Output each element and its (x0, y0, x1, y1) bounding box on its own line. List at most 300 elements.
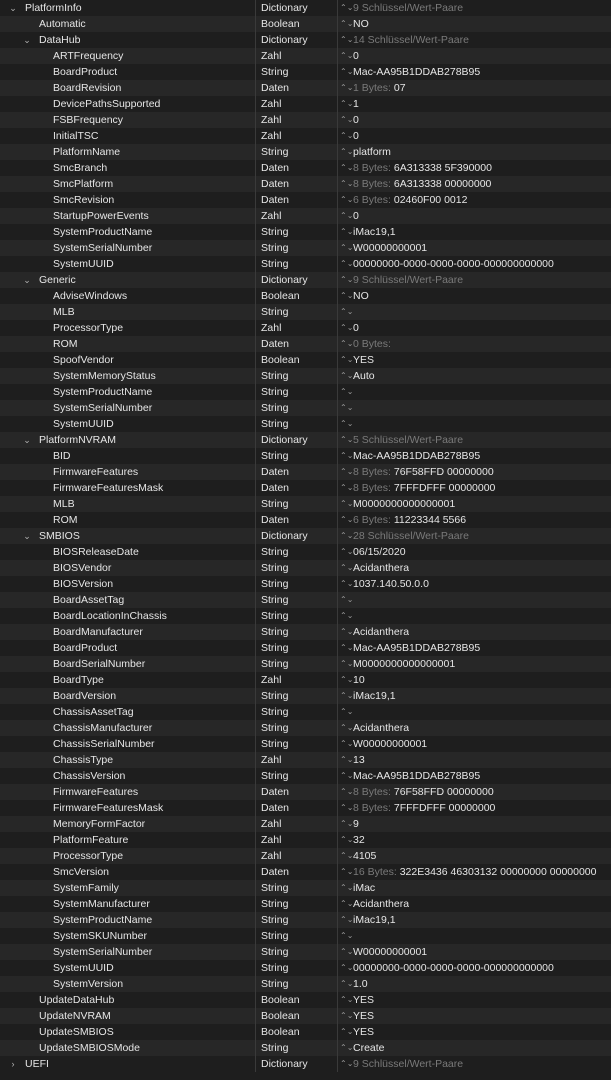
disclosure-expanded-icon[interactable]: ⌄ (23, 531, 31, 541)
key-label[interactable]: SystemUUID (53, 258, 114, 270)
type-cell[interactable]: String (261, 450, 289, 462)
value-cell[interactable] (353, 432, 463, 448)
type-stepper-icon[interactable]: ⌃⌄ (340, 563, 354, 572)
type-stepper-icon[interactable]: ⌃⌄ (340, 451, 354, 460)
hex-value[interactable]: 6A313338 5F390000 (393, 162, 492, 174)
plist-row-chassisassettag[interactable] (0, 704, 611, 720)
plist-row-memoryformfactor[interactable] (0, 816, 611, 832)
key-label[interactable]: UpdateSMBIOSMode (39, 1042, 140, 1054)
key-label[interactable]: SystemManufacturer (53, 898, 150, 910)
plist-row-fsbfrequency[interactable] (0, 112, 611, 128)
value-text[interactable]: W00000000001 (353, 242, 428, 254)
plist-row-systemmanufacturer[interactable] (0, 896, 611, 912)
plist-row-firmwarefeatures[interactable] (0, 784, 611, 800)
plist-row-datahub[interactable] (0, 32, 611, 48)
type-cell[interactable]: Daten (261, 466, 290, 478)
plist-row-systemskunumber[interactable] (0, 928, 611, 944)
type-cell[interactable]: Boolean (261, 290, 300, 302)
type-stepper-icon[interactable]: ⌃⌄ (340, 931, 354, 940)
value-cell[interactable] (353, 832, 365, 848)
value-text[interactable]: 0 (353, 50, 359, 62)
plist-row-chassisserialnumber[interactable] (0, 736, 611, 752)
value-text[interactable]: 13 (353, 754, 365, 766)
type-stepper-icon[interactable]: ⌃⌄ (340, 83, 354, 92)
type-cell[interactable]: Zahl (261, 50, 282, 62)
type-stepper-icon[interactable]: ⌃⌄ (340, 595, 354, 604)
value-cell[interactable] (353, 528, 469, 544)
type-cell[interactable]: Dictionary (261, 434, 308, 446)
key-label[interactable]: SystemSerialNumber (53, 402, 153, 414)
plist-row-boardserialnumber[interactable] (0, 656, 611, 672)
type-stepper-icon[interactable]: ⌃⌄ (340, 899, 354, 908)
type-cell[interactable]: String (261, 258, 289, 270)
value-text[interactable]: 06/15/2020 (353, 546, 406, 558)
type-stepper-icon[interactable]: ⌃⌄ (340, 675, 354, 684)
value-cell[interactable] (353, 800, 495, 816)
key-label[interactable]: MemoryFormFactor (53, 818, 146, 830)
key-label[interactable]: InitialTSC (53, 130, 99, 142)
type-cell[interactable]: Zahl (261, 98, 282, 110)
value-text[interactable]: Acidanthera (353, 562, 410, 574)
key-label[interactable]: SystemProductName (53, 914, 153, 926)
value-text[interactable]: iMac (353, 882, 376, 894)
plist-row-systemproductname[interactable] (0, 912, 611, 928)
type-cell[interactable]: Daten (261, 482, 290, 494)
value-cell[interactable] (353, 32, 469, 48)
plist-row-smbios[interactable] (0, 528, 611, 544)
value-text[interactable]: 0 (353, 114, 359, 126)
plist-row-generic[interactable] (0, 272, 611, 288)
plist-row-boardversion[interactable] (0, 688, 611, 704)
value-text[interactable]: Acidanthera (353, 722, 410, 734)
key-label[interactable]: StartupPowerEvents (53, 210, 149, 222)
value-cell[interactable] (353, 736, 427, 752)
type-cell[interactable]: String (261, 306, 289, 318)
key-label[interactable]: BID (53, 450, 71, 462)
value-text[interactable]: W00000000001 (353, 946, 428, 958)
type-stepper-icon[interactable]: ⌃⌄ (340, 867, 354, 876)
plist-row-startuppowerevents[interactable] (0, 208, 611, 224)
value-cell[interactable] (353, 464, 494, 480)
value-cell[interactable] (353, 160, 492, 176)
value-text[interactable]: 0 (353, 210, 359, 222)
type-stepper-icon[interactable]: ⌃⌄ (340, 355, 354, 364)
type-cell[interactable]: String (261, 690, 289, 702)
key-label[interactable]: ROM (53, 514, 78, 526)
type-cell[interactable]: String (261, 146, 289, 158)
plist-row-biosvendor[interactable] (0, 560, 611, 576)
hex-value[interactable]: 11223344 5566 (393, 514, 467, 526)
hex-value[interactable]: 76F58FFD 00000000 (393, 466, 494, 478)
value-text[interactable]: Auto (353, 370, 375, 382)
value-cell[interactable] (353, 208, 359, 224)
type-cell[interactable]: Zahl (261, 834, 282, 846)
value-cell[interactable] (353, 0, 463, 16)
plist-row-systemfamily[interactable] (0, 880, 611, 896)
value-text[interactable]: 1.0 (353, 978, 368, 990)
type-stepper-icon[interactable]: ⌃⌄ (340, 307, 354, 316)
plist-row-advisewindows[interactable] (0, 288, 611, 304)
type-stepper-icon[interactable]: ⌃⌄ (340, 211, 354, 220)
type-cell[interactable]: String (261, 402, 289, 414)
value-cell[interactable] (353, 640, 480, 656)
value-cell[interactable] (353, 224, 396, 240)
key-label[interactable]: PlatformNVRAM (39, 434, 117, 446)
hex-value[interactable]: 322E3436 46303132 00000000 00000000 (399, 866, 597, 878)
key-label[interactable]: UpdateDataHub (39, 994, 115, 1006)
type-cell[interactable]: Daten (261, 162, 290, 174)
plist-row-updatenvram[interactable] (0, 1008, 611, 1024)
type-stepper-icon[interactable]: ⌃⌄ (340, 995, 354, 1004)
value-cell[interactable] (353, 992, 374, 1008)
value-text[interactable]: 00000000-0000-0000-0000-000000000000 (353, 962, 554, 974)
value-cell[interactable] (353, 880, 375, 896)
type-stepper-icon[interactable]: ⌃⌄ (340, 787, 354, 796)
type-stepper-icon[interactable]: ⌃⌄ (340, 835, 354, 844)
plist-row-biosversion[interactable] (0, 576, 611, 592)
key-label[interactable]: ChassisVersion (53, 770, 126, 782)
plist-row-platformfeature[interactable] (0, 832, 611, 848)
value-cell[interactable] (353, 960, 554, 976)
plist-row-systemserialnumber[interactable] (0, 240, 611, 256)
key-label[interactable]: AdviseWindows (53, 290, 128, 302)
key-label[interactable]: BoardRevision (53, 82, 122, 94)
key-label[interactable]: SystemSKUNumber (53, 930, 147, 942)
type-cell[interactable]: Daten (261, 194, 290, 206)
plist-row-mlb[interactable] (0, 496, 611, 512)
value-cell[interactable] (353, 848, 376, 864)
plist-row-firmwarefeatures[interactable] (0, 464, 611, 480)
type-stepper-icon[interactable]: ⌃⌄ (340, 851, 354, 860)
type-cell[interactable]: Zahl (261, 754, 282, 766)
type-cell[interactable]: Zahl (261, 322, 282, 334)
type-stepper-icon[interactable]: ⌃⌄ (340, 755, 354, 764)
type-stepper-icon[interactable]: ⌃⌄ (340, 627, 354, 636)
value-cell[interactable] (353, 96, 359, 112)
value-text[interactable]: 10 (353, 674, 365, 686)
plist-row-mlb[interactable] (0, 304, 611, 320)
value-text[interactable]: YES (353, 1010, 375, 1022)
key-label[interactable]: UpdateSMBIOS (39, 1026, 114, 1038)
type-stepper-icon[interactable]: ⌃⌄ (340, 819, 354, 828)
plist-row-devicepathssupported[interactable] (0, 96, 611, 112)
value-text[interactable]: NO (353, 18, 369, 30)
type-stepper-icon[interactable]: ⌃⌄ (340, 259, 354, 268)
value-text[interactable]: iMac19,1 (353, 914, 396, 926)
plist-row-smcplatform[interactable] (0, 176, 611, 192)
plist-row-chassismanufacturer[interactable] (0, 720, 611, 736)
key-label[interactable]: FirmwareFeaturesMask (53, 482, 164, 494)
type-cell[interactable]: Daten (261, 802, 290, 814)
value-cell[interactable] (353, 1008, 374, 1024)
key-label[interactable]: BoardSerialNumber (53, 658, 146, 670)
type-cell[interactable]: String (261, 626, 289, 638)
type-cell[interactable]: Dictionary (261, 274, 308, 286)
hex-value[interactable]: 7FFFDFFF 00000000 (393, 482, 496, 494)
type-cell[interactable]: String (261, 66, 289, 78)
type-cell[interactable]: Daten (261, 514, 290, 526)
type-stepper-icon[interactable]: ⌃⌄ (340, 51, 354, 60)
key-label[interactable]: ChassisType (53, 754, 114, 766)
key-label[interactable]: FirmwareFeatures (53, 786, 139, 798)
type-stepper-icon[interactable]: ⌃⌄ (340, 67, 354, 76)
type-stepper-icon[interactable]: ⌃⌄ (340, 515, 354, 524)
value-text[interactable]: iMac19,1 (353, 690, 396, 702)
type-stepper-icon[interactable]: ⌃⌄ (340, 131, 354, 140)
plist-row-boardassettag[interactable] (0, 592, 611, 608)
type-cell[interactable]: Daten (261, 866, 290, 878)
type-cell[interactable]: Daten (261, 178, 290, 190)
key-label[interactable]: SystemVersion (53, 978, 124, 990)
plist-row-platformname[interactable] (0, 144, 611, 160)
value-cell[interactable] (353, 672, 365, 688)
type-cell[interactable]: String (261, 882, 289, 894)
value-cell[interactable] (353, 976, 368, 992)
disclosure-expanded-icon[interactable]: ⌄ (9, 3, 17, 13)
plist-row-rom[interactable] (0, 512, 611, 528)
value-text[interactable]: 9 (353, 818, 359, 830)
type-stepper-icon[interactable]: ⌃⌄ (340, 19, 354, 28)
value-cell[interactable] (353, 752, 365, 768)
plist-row-boardlocationinchassis[interactable] (0, 608, 611, 624)
value-cell[interactable] (353, 816, 359, 832)
type-stepper-icon[interactable]: ⌃⌄ (340, 691, 354, 700)
type-cell[interactable]: String (261, 594, 289, 606)
type-cell[interactable]: Zahl (261, 210, 282, 222)
plist-row-boardtype[interactable] (0, 672, 611, 688)
value-text[interactable]: 32 (353, 834, 365, 846)
key-label[interactable]: BIOSVendor (53, 562, 112, 574)
plist-row-smcbranch[interactable] (0, 160, 611, 176)
type-cell[interactable]: String (261, 722, 289, 734)
type-stepper-icon[interactable]: ⌃⌄ (340, 643, 354, 652)
key-label[interactable]: SystemProductName (53, 386, 153, 398)
type-stepper-icon[interactable]: ⌃⌄ (340, 403, 354, 412)
key-label[interactable]: SystemMemoryStatus (53, 370, 156, 382)
key-label[interactable]: BoardManufacturer (53, 626, 143, 638)
plist-row-uefi[interactable] (0, 1056, 611, 1072)
value-cell[interactable] (353, 512, 466, 528)
value-text[interactable]: Acidanthera (353, 898, 410, 910)
key-label[interactable]: Generic (39, 274, 76, 286)
type-cell[interactable]: String (261, 386, 289, 398)
type-cell[interactable]: String (261, 706, 289, 718)
value-cell[interactable] (353, 496, 455, 512)
disclosure-expanded-icon[interactable]: ⌄ (23, 435, 31, 445)
type-stepper-icon[interactable]: ⌃⌄ (340, 659, 354, 668)
type-cell[interactable]: Zahl (261, 130, 282, 142)
value-text[interactable]: YES (353, 354, 375, 366)
key-label[interactable]: BoardProduct (53, 642, 118, 654)
hex-value[interactable]: 6A313338 00000000 (393, 178, 492, 190)
value-cell[interactable] (353, 112, 359, 128)
type-stepper-icon[interactable]: ⌃⌄ (340, 195, 354, 204)
plist-row-smcversion[interactable] (0, 864, 611, 880)
value-cell[interactable] (353, 192, 467, 208)
value-text[interactable]: 00000000-0000-0000-0000-000000000000 (353, 258, 554, 270)
plist-row-firmwarefeaturesmask[interactable] (0, 800, 611, 816)
value-text[interactable]: 0 (353, 322, 359, 334)
plist-row-systemproductname[interactable] (0, 224, 611, 240)
type-stepper-icon[interactable]: ⌃⌄ (340, 371, 354, 380)
key-label[interactable]: BoardType (53, 674, 104, 686)
key-label[interactable]: FirmwareFeaturesMask (53, 802, 164, 814)
plist-row-rom[interactable] (0, 336, 611, 352)
type-cell[interactable]: String (261, 226, 289, 238)
plist-row-biosreleasedate[interactable] (0, 544, 611, 560)
type-cell[interactable]: String (261, 1042, 289, 1054)
value-text[interactable]: 0 (353, 130, 359, 142)
type-stepper-icon[interactable]: ⌃⌄ (340, 531, 354, 540)
type-stepper-icon[interactable]: ⌃⌄ (340, 179, 354, 188)
key-label[interactable]: FSBFrequency (53, 114, 124, 126)
type-stepper-icon[interactable]: ⌃⌄ (340, 275, 354, 284)
key-label[interactable]: SmcPlatform (53, 178, 114, 190)
value-cell[interactable] (353, 912, 396, 928)
type-stepper-icon[interactable]: ⌃⌄ (340, 915, 354, 924)
key-label[interactable]: UpdateNVRAM (39, 1010, 111, 1022)
value-cell[interactable] (353, 768, 480, 784)
type-stepper-icon[interactable]: ⌃⌄ (340, 435, 354, 444)
value-text[interactable]: YES (353, 1026, 375, 1038)
type-stepper-icon[interactable]: ⌃⌄ (340, 611, 354, 620)
value-cell[interactable] (353, 544, 406, 560)
key-label[interactable]: BIOSVersion (53, 578, 114, 590)
value-cell[interactable] (353, 80, 406, 96)
type-stepper-icon[interactable]: ⌃⌄ (340, 467, 354, 476)
type-cell[interactable]: Boolean (261, 994, 300, 1006)
hex-value[interactable]: 07 (393, 82, 406, 94)
type-cell[interactable]: String (261, 418, 289, 430)
plist-row-boardrevision[interactable] (0, 80, 611, 96)
key-label[interactable]: BoardLocationInChassis (53, 610, 167, 622)
key-label[interactable]: BIOSReleaseDate (53, 546, 139, 558)
plist-row-systemproductname[interactable] (0, 384, 611, 400)
key-label[interactable]: ChassisAssetTag (53, 706, 134, 718)
key-label[interactable]: BoardProduct (53, 66, 118, 78)
type-stepper-icon[interactable]: ⌃⌄ (340, 707, 354, 716)
hex-value[interactable]: 02460F00 0012 (393, 194, 468, 206)
type-stepper-icon[interactable]: ⌃⌄ (340, 803, 354, 812)
type-cell[interactable]: String (261, 610, 289, 622)
plist-row-systemuuid[interactable] (0, 256, 611, 272)
key-label[interactable]: BoardVersion (53, 690, 117, 702)
value-cell[interactable] (353, 368, 375, 384)
type-stepper-icon[interactable]: ⌃⌄ (340, 387, 354, 396)
key-label[interactable]: SmcBranch (53, 162, 108, 174)
value-cell[interactable] (353, 176, 491, 192)
type-stepper-icon[interactable]: ⌃⌄ (340, 1059, 354, 1068)
type-cell[interactable]: String (261, 498, 289, 510)
plist-row-updatesmbios[interactable] (0, 1024, 611, 1040)
type-stepper-icon[interactable]: ⌃⌄ (340, 243, 354, 252)
key-label[interactable]: UEFI (25, 1058, 49, 1070)
type-stepper-icon[interactable]: ⌃⌄ (340, 979, 354, 988)
type-cell[interactable]: String (261, 946, 289, 958)
type-cell[interactable]: String (261, 242, 289, 254)
plist-row-automatic[interactable] (0, 16, 611, 32)
type-stepper-icon[interactable]: ⌃⌄ (340, 323, 354, 332)
type-cell[interactable]: Boolean (261, 1010, 300, 1022)
type-stepper-icon[interactable]: ⌃⌄ (340, 291, 354, 300)
key-label[interactable]: Automatic (39, 18, 86, 30)
value-text[interactable]: 1 (353, 98, 359, 110)
value-text[interactable]: Create (353, 1042, 385, 1054)
type-cell[interactable]: String (261, 962, 289, 974)
disclosure-collapsed-icon[interactable]: › (11, 1059, 15, 1069)
plist-row-firmwarefeaturesmask[interactable] (0, 480, 611, 496)
key-label[interactable]: FirmwareFeatures (53, 466, 139, 478)
value-cell[interactable] (353, 480, 495, 496)
value-cell[interactable] (353, 1040, 385, 1056)
type-cell[interactable]: Zahl (261, 850, 282, 862)
value-text[interactable]: YES (353, 994, 375, 1006)
type-cell[interactable]: String (261, 930, 289, 942)
plist-row-chassistype[interactable] (0, 752, 611, 768)
value-cell[interactable] (353, 784, 494, 800)
type-cell[interactable]: String (261, 898, 289, 910)
value-cell[interactable] (353, 944, 427, 960)
key-label[interactable]: SystemUUID (53, 418, 114, 430)
plist-row-systemuuid[interactable] (0, 416, 611, 432)
type-stepper-icon[interactable]: ⌃⌄ (340, 35, 354, 44)
type-stepper-icon[interactable]: ⌃⌄ (340, 963, 354, 972)
value-cell[interactable] (353, 336, 391, 352)
value-text[interactable]: iMac19,1 (353, 226, 396, 238)
type-cell[interactable]: Dictionary (261, 1058, 308, 1070)
key-label[interactable]: SystemUUID (53, 962, 114, 974)
type-cell[interactable]: Zahl (261, 114, 282, 126)
type-cell[interactable]: String (261, 914, 289, 926)
plist-row-systemuuid[interactable] (0, 960, 611, 976)
type-cell[interactable]: Dictionary (261, 2, 308, 14)
value-text[interactable]: 1037.140.50.0.0 (353, 578, 429, 590)
key-label[interactable]: SmcRevision (53, 194, 115, 206)
key-label[interactable]: ProcessorType (53, 850, 124, 862)
type-cell[interactable]: Boolean (261, 18, 300, 30)
plist-row-bid[interactable] (0, 448, 611, 464)
plist-row-processortype[interactable] (0, 848, 611, 864)
value-cell[interactable] (353, 720, 409, 736)
disclosure-expanded-icon[interactable]: ⌄ (23, 275, 31, 285)
type-stepper-icon[interactable]: ⌃⌄ (340, 771, 354, 780)
value-text[interactable]: Mac-AA95B1DDAB278B95 (353, 770, 481, 782)
type-cell[interactable]: Daten (261, 338, 290, 350)
key-label[interactable]: SystemSerialNumber (53, 242, 153, 254)
plist-row-systemserialnumber[interactable] (0, 400, 611, 416)
plist-row-initialtsc[interactable] (0, 128, 611, 144)
type-stepper-icon[interactable]: ⌃⌄ (340, 739, 354, 748)
value-text[interactable]: Mac-AA95B1DDAB278B95 (353, 642, 481, 654)
plist-row-boardproduct[interactable] (0, 64, 611, 80)
type-stepper-icon[interactable]: ⌃⌄ (340, 579, 354, 588)
type-stepper-icon[interactable]: ⌃⌄ (340, 115, 354, 124)
type-cell[interactable]: String (261, 642, 289, 654)
key-label[interactable]: DataHub (39, 34, 81, 46)
type-stepper-icon[interactable]: ⌃⌄ (340, 883, 354, 892)
key-label[interactable]: ROM (53, 338, 78, 350)
type-cell[interactable]: String (261, 370, 289, 382)
type-cell[interactable]: String (261, 770, 289, 782)
type-stepper-icon[interactable]: ⌃⌄ (340, 723, 354, 732)
type-cell[interactable]: String (261, 546, 289, 558)
value-cell[interactable] (353, 272, 463, 288)
type-stepper-icon[interactable]: ⌃⌄ (340, 1027, 354, 1036)
key-label[interactable]: BoardAssetTag (53, 594, 125, 606)
type-cell[interactable]: Dictionary (261, 34, 308, 46)
value-cell[interactable] (353, 128, 359, 144)
plist-row-artfrequency[interactable] (0, 48, 611, 64)
